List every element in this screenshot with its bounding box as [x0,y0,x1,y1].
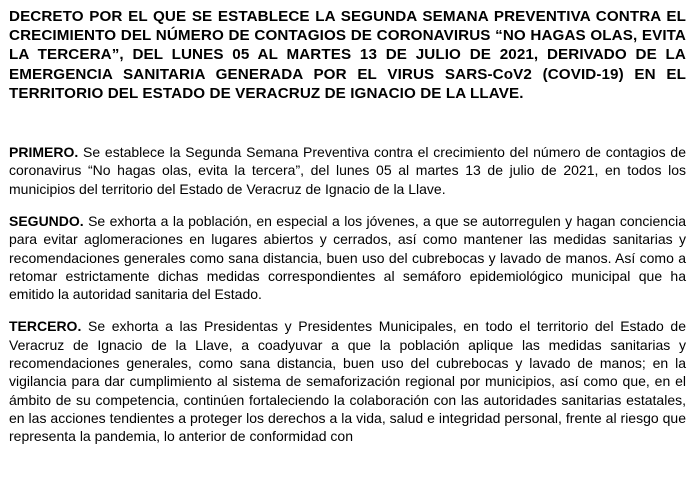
article-tercero [9,317,686,445]
decree-title: DECRETO POR EL QUE SE ESTABLECE LA SEGUNDA SEMANA PREVENTIVA CONTRA EL CRECIMIENTO DEL NÚMERO DE CONTAGIOS DE CORONAVIRUS “NO HAGAS OLAS, EVITA LA TERCERA”, DEL LUNES 05 AL MARTES 13 DE JULIO DE 2021, DERIVADO DE LA EMERGENCIA SANITARIA GENERADA POR EL VIRUS SARS-CoV2 (COVID-19) EN EL TERRITORIO DEL ESTADO DE VERACRUZ DE IGNACIO DE LA LLAVE. [9,8,686,102]
article-primero [9,143,686,198]
article-segundo [9,212,686,303]
document-page [9,7,686,459]
article-lead: SEGUNDO. [9,212,84,229]
article-lead: PRIMERO. [9,144,79,161]
article-text: Se exhorta a las Presidentas y Presidentes Municipales, en todo el territorio del Estado de Veracruz de Ignacio de la Llave, a coadyuvar a que la población aplique las medidas sanitarias y recomendaciones generales, como sana distancia, buen uso del cubrebocas y lavado de manos; en la vigilancia para dar cumplimiento al sistema de semaforización regional por municipios, así como que, en el ámbito de su competencia, continúen fortaleciendo la colaboración con las autoridades sanitarias estatales, en las acciones tendientes a proteger los derechos a la vida, salud e integridad personal, frente al riesgo que representa la pandemia, lo anterior de conformidad con [9,318,686,445]
article-text: Se exhorta a la población, en especial a los jóvenes, a que se autorregulen y hagan conciencia para evitar aglomeraciones en lugares abiertos y cerrados, así como mantener las medidas sanitarias y recomendaciones generales como sana distancia, buen uso del cubrebocas y lavado de manos. Así como a retomar estrictamente dichas medidas correspondientes al semáforo epidemiológico municipal que ha emitido la autoridad sanitaria del Estado. [9,212,686,303]
article-text: Se establece la Segunda Semana Preventiva contra el crecimiento del número de contagios de coronavirus “No hagas olas, evita la tercera”, del lunes 05 al martes 13 de julio de 2021, en todos los municipios del territorio del Estado de Veracruz de Ignacio de la Llave. [9,144,686,197]
article-lead: TERCERO. [9,318,82,335]
